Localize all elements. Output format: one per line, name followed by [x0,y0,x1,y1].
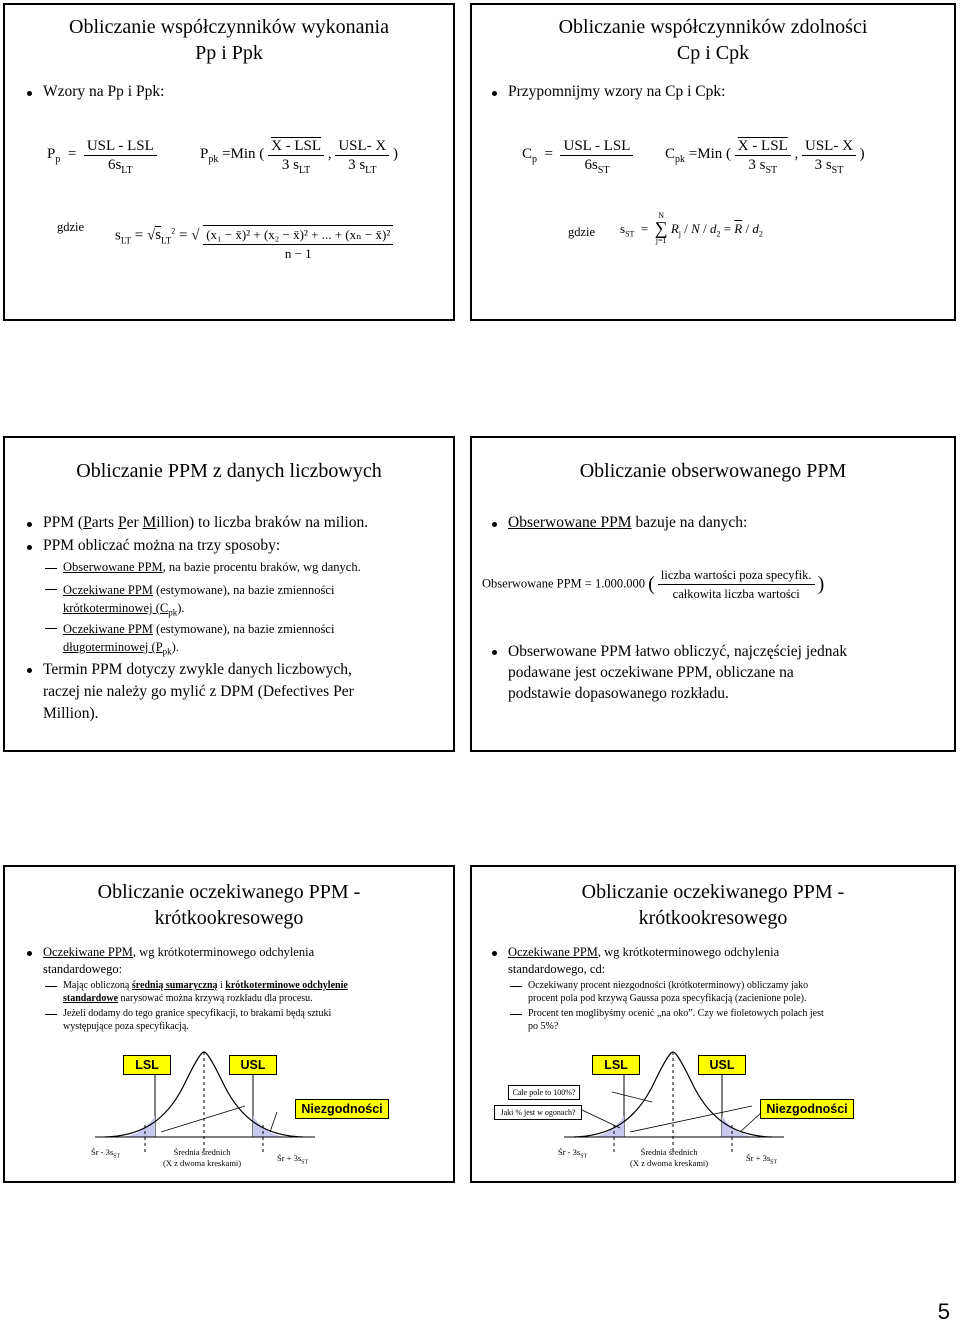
label-grand-mean: Średnia średnich (X z dwoma kreskami) [630,1147,709,1168]
bullet-expected: Oczekiwane PPM, wg krótkoterminowego odchylenia standardowego, cd: [508,945,780,976]
question-box-1: Całe pole to 100%? [508,1085,580,1100]
slide-expected-ppm-1 [3,865,455,1183]
usl-label: USL [229,1055,277,1075]
sub-spec-note: Jeżeli dodamy do tego granice specyfikacji, to brakami będą sztuki występujące poza specyfikacją. [63,1008,332,1032]
slide-cp-cpk [470,3,956,321]
label-mean-plus-3s: Śr + $3s_{ST}$ [746,1153,778,1166]
question-box-2: Jaki % jest w ogonach? [494,1105,582,1120]
dash [510,1014,522,1015]
arrow-right [740,1112,762,1132]
sub-observed: Obserwowane PPM, na bazie procentu braków, wg danych. [63,560,361,574]
slide-pp-ppk [3,3,455,321]
usl-label: USL [698,1055,746,1075]
bullet-ppm-def: PPM (Parts Per Million) to liczba braków na milion. [43,514,369,531]
left-tail-shade [590,1116,624,1137]
lsl-label: LSL [592,1055,640,1075]
arrow-left [161,1106,245,1132]
dash [45,589,57,590]
sst-formula: $s_{ST}$ = N ∑ j=1 $R_j / N / d_2 = \overline{R} / d_2$ [620,211,763,245]
slide-title: Obliczanie oczekiwanego PPM - krótkookresowego [581,881,845,929]
sub-expected-long: Oczekiwane PPM (estymowane), na bazie zmienności długoterminowej $(P_{pk})$. [63,622,335,657]
bullet-dot [27,951,32,956]
cp-formula: $C_p$ = $\frac{\text{USL - LSL}}{6s_{ST}}$ [522,133,633,176]
gdzie-label: gdzie [568,225,596,239]
bullet-dot [492,650,497,655]
nonconformities-label: Niezgodności [760,1099,854,1119]
bullet-dot [492,522,497,527]
slide-title: Obliczanie PPM z danych liczbowych [76,460,382,482]
slide-title: Obliczanie oczekiwanego PPM - krótkookresowego [97,881,361,929]
slide-title: Obliczanie współczynników wykonania Pp i Ppk [69,16,389,64]
pp-formula: $P_p$ = $\frac{\text{USL - LSL}}{6s_{LT}}$ [47,133,157,176]
question-arrow-2 [582,1110,620,1128]
label-mean-minus-3s: Śr - $3s_{ST}$ [91,1147,121,1160]
sub-estimate-note: Procent ten moglibyśmy ocenić „na oko”. Czy we fioletowych polach jest po 5%? [528,1008,824,1032]
lsl-label: LSL [123,1055,171,1075]
label-grand-mean: Średnia średnich (X z dwoma kreskami) [163,1147,242,1168]
label-mean-plus-3s: Śr + $3s_{ST}$ [277,1153,309,1166]
bullet-dot [27,522,32,527]
bullet-dpm-note: Termin PPM dotyczy zwykle danych liczbowych, raczej nie należy go mylić z DPM (Defectives Per Million). [43,661,354,722]
arrow-right [270,1112,277,1132]
dash [45,568,57,569]
bullet-expected: Oczekiwane PPM, wg krótkoterminowego odchylenia standardowego: [43,945,315,976]
bullet-observed-note: Obserwowane PPM łatwo obliczyć, najczęściej jednak podawane jest oczekiwane PPM, obliczane na podstawie dopasowanego rozkładu. [508,643,848,702]
label-mean-minus-3s: Śr - $3s_{ST}$ [558,1147,588,1160]
bullet-dot [27,91,32,96]
sub-curve-note: Mając obliczoną średnią sumaryczną i krótkoterminowe odchylenie standardowe narysować można krzywą rozkładu dla procesu. [63,980,348,1004]
sub-percent-note: Oczekiwany procent niezgodności (krótkoterminowy) obliczamy jako procent pola pod krzywą Gaussa poza specyfikacją (zacienione pole). [528,980,809,1004]
bullet-dot [492,91,497,96]
gdzie-label: gdzie [57,220,85,234]
slt-formula: $s_{LT} = √s_{LT}^2$ = √ $\frac{\text{(x₁ − x̄)² + (x₂ − x̄)² + ... + (xₙ − x̄)²}}{n - 1}$ [115,217,393,255]
slide-title: Obliczanie obserwowanego PPM [579,460,847,482]
right-tail-shade [253,1116,287,1137]
dash [45,628,57,629]
slide-observed-ppm [470,436,956,752]
sub-expected-short: Oczekiwane PPM (estymowane), na bazie zmienności krótkoterminowej $(C_{pk})$. [63,583,335,618]
slide-expected-ppm-2 [470,865,956,1183]
slide-ppm-data [3,436,455,752]
page-number: 5 [937,1299,950,1324]
dash [45,1014,57,1015]
cpk-formula: $C_{pk} =Min$ ( $\frac{\text{X - LSL}}{3 s_{ST}}$ , $\frac{\text{USL- X}}{3 s_{ST}}$ ) [665,138,865,176]
bullet-observed: Obserwowane PPM bazuje na danych: [508,514,748,531]
ppk-formula: $P_{pk} =Min$ ( $\frac{\text{X - LSL}}{3 s_{LT}}$ , $\frac{\text{USL- X}}{3 s_{LT}}$ ) [200,138,398,176]
right-tail-shade [722,1116,756,1137]
bullet-dot [492,951,497,956]
slide-title: Obliczanie współczynników zdolności Cp i Cpk [558,16,868,64]
dash [510,986,522,987]
nonconformities-label: Niezgodności [295,1099,389,1119]
observed-ppm-formula: Obserwowane PPM = 1.000.000 ( $\frac{\text{liczba wartości poza specyfik.}}{\text{całkowita liczba wartości}}$ ) [482,568,825,601]
bullet-dot [27,545,32,550]
left-tail-shade [121,1116,155,1137]
bullet-text: Wzory na Pp i Ppk: [43,83,165,100]
dash [45,986,57,987]
bullet-dot [27,668,32,673]
bullet-text: Przypomnijmy wzory na Cp i Cpk: [508,83,726,100]
bullet-three-ways: PPM obliczać można na trzy sposoby: [43,537,281,554]
